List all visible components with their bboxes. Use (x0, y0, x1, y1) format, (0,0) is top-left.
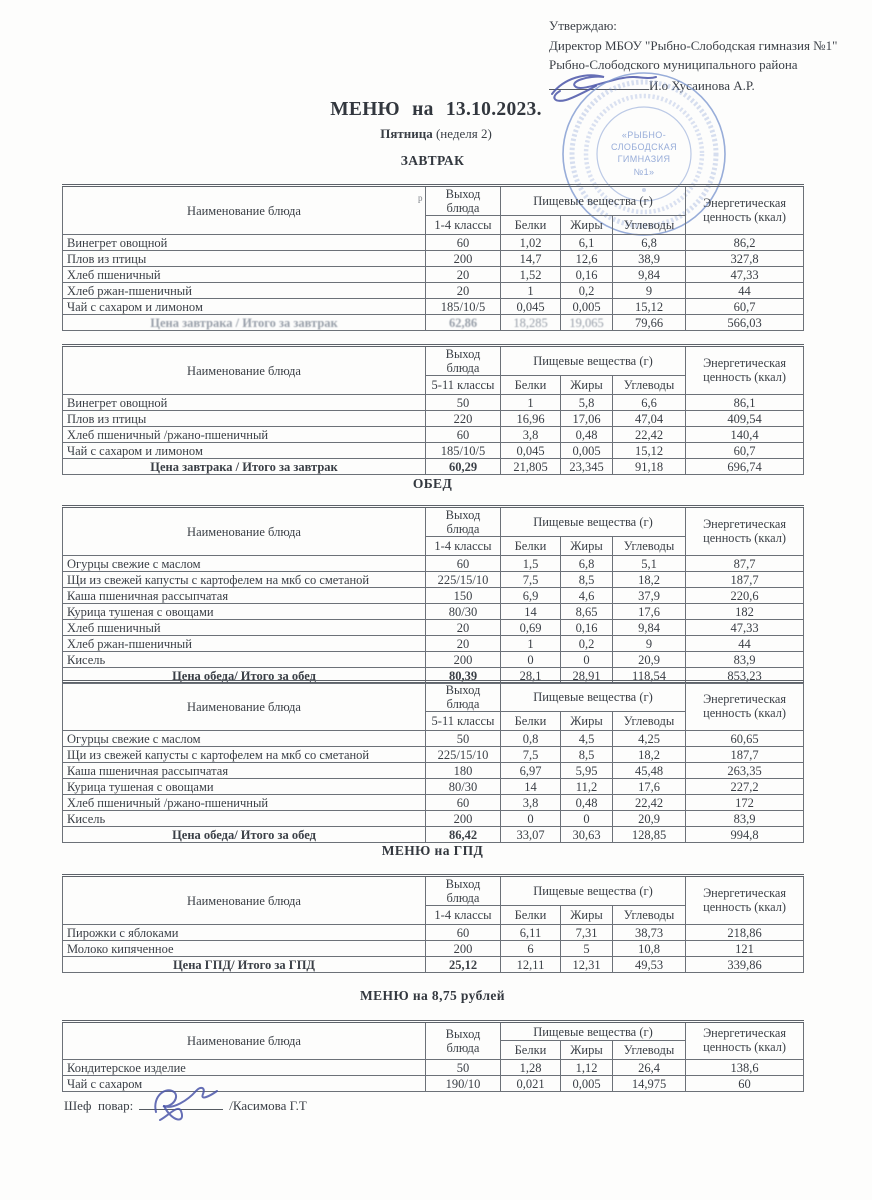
value-cell: 22,42 (613, 795, 686, 811)
dish-name-cell: Чай с сахаром и лимоном (63, 299, 426, 315)
value-cell: 0,045 (501, 443, 561, 459)
table-header (63, 682, 804, 731)
value-cell: 20 (426, 620, 501, 636)
value-cell: 11,2 (561, 779, 613, 795)
col-protein-header: Белки (501, 376, 561, 395)
menu-row (63, 747, 804, 763)
value-cell: 50 (426, 731, 501, 747)
breakfast-table-grades-5-11 (62, 344, 804, 475)
col-energy-header: Энергетическая ценность (ккал) (686, 1022, 804, 1060)
value-cell: 87,7 (686, 556, 804, 572)
value-cell: 47,33 (686, 267, 804, 283)
col-protein-header: Белки (501, 906, 561, 925)
value-cell: 0,045 (501, 299, 561, 315)
value-cell: 15,12 (613, 443, 686, 459)
value-cell: 7,5 (501, 747, 561, 763)
value-cell: 3,8 (501, 795, 561, 811)
value-cell: 83,9 (686, 652, 804, 668)
value-cell: 79,66 (613, 315, 686, 331)
scan-artifact: р (418, 193, 423, 203)
value-cell: 8,5 (561, 572, 613, 588)
value-cell: 15,12 (613, 299, 686, 315)
class-label: 1-4 классы (426, 537, 501, 556)
table-body (63, 235, 804, 331)
col-output-header: Выход блюда (426, 346, 501, 376)
value-cell: 38,73 (613, 925, 686, 941)
col-energy-header: Энергетическая ценность (ккал) (686, 507, 804, 556)
value-cell: 50 (426, 395, 501, 411)
section-title-gpd: МЕНЮ на ГПД (381, 843, 484, 858)
value-cell: 83,9 (686, 811, 804, 827)
value-cell: 200 (426, 251, 501, 267)
class-label: 1-4 классы (426, 216, 501, 235)
table-header (63, 876, 804, 925)
menu-row (63, 779, 804, 795)
dish-name-cell: Огурцы свежие с маслом (63, 556, 426, 572)
value-cell: 1 (501, 395, 561, 411)
value-cell: 45,48 (613, 763, 686, 779)
value-cell: 853,23 (686, 668, 804, 684)
value-cell: 20,9 (613, 652, 686, 668)
value-cell: 6,8 (613, 235, 686, 251)
dish-name-cell: Щи из свежей капусты с картофелем на мкб со сметаной (63, 747, 426, 763)
value-cell: 185/10/5 (426, 443, 501, 459)
value-cell: 80,39 (426, 668, 501, 684)
value-cell: 0,005 (561, 299, 613, 315)
value-cell: 6,97 (501, 763, 561, 779)
value-cell: 5,8 (561, 395, 613, 411)
total-row (63, 315, 804, 331)
value-cell: 0,2 (561, 283, 613, 299)
value-cell: 4,25 (613, 731, 686, 747)
col-nutrients-header: Пищевые вещества (г) (501, 346, 686, 376)
dish-name-cell: Каша пшеничная рассыпчатая (63, 588, 426, 604)
value-cell: 225/15/10 (426, 572, 501, 588)
value-cell: 0 (561, 811, 613, 827)
chef-name: /Касимова Г.Т (229, 1098, 307, 1113)
stamp-text-line-3: ГИМНАЗИЯ (617, 154, 671, 164)
value-cell: 18,285 (501, 315, 561, 331)
value-cell: 150 (426, 588, 501, 604)
value-cell: 8,65 (561, 604, 613, 620)
value-cell: 6,11 (501, 925, 561, 941)
value-cell: 86,1 (686, 395, 804, 411)
value-cell: 0,005 (561, 1076, 613, 1092)
col-dish-header: Наименование блюда (63, 507, 426, 556)
col-fat-header: Жиры (561, 376, 613, 395)
col-output-header: Выход блюда (426, 876, 501, 906)
dish-name-cell: Кондитерское изделие (63, 1060, 426, 1076)
menu-title: МЕНЮ на 13.10.2023. (330, 99, 542, 120)
value-cell: 566,03 (686, 315, 804, 331)
table-body (63, 925, 804, 973)
value-cell: 60 (426, 925, 501, 941)
value-cell: 5,95 (561, 763, 613, 779)
value-cell: 696,74 (686, 459, 804, 475)
stamp-text-line-1: «РЫБНО- (621, 130, 667, 140)
menu-row (63, 620, 804, 636)
value-cell: 91,18 (613, 459, 686, 475)
dish-name-cell: Кисель (63, 811, 426, 827)
col-output-header: Выход блюда (426, 186, 501, 216)
menu-row (63, 941, 804, 957)
value-cell: 19,065 (561, 315, 613, 331)
dish-name-cell: Курица тушеная с овощами (63, 779, 426, 795)
col-energy-header: Энергетическая ценность (ккал) (686, 186, 804, 235)
value-cell: 0,8 (501, 731, 561, 747)
value-cell: 0,16 (561, 620, 613, 636)
menu-row (63, 443, 804, 459)
value-cell: 9,84 (613, 620, 686, 636)
value-cell: 20,9 (613, 811, 686, 827)
value-cell: 0 (501, 811, 561, 827)
value-cell: 80/30 (426, 604, 501, 620)
value-cell: 140,4 (686, 427, 804, 443)
col-fat-header: Жиры (561, 1041, 613, 1060)
dish-name-cell: Винегрет овощной (63, 235, 426, 251)
value-cell: 185/10/5 (426, 299, 501, 315)
value-cell: 14 (501, 604, 561, 620)
col-output-header: Выход блюда (426, 1022, 501, 1060)
dish-name-cell: Кисель (63, 652, 426, 668)
dish-name-cell: Цена обеда/ Итого за обед (63, 827, 426, 843)
menu-row (63, 1060, 804, 1076)
value-cell: 44 (686, 636, 804, 652)
col-protein-header: Белки (501, 537, 561, 556)
value-cell: 47,33 (686, 620, 804, 636)
approval-line-2: Директор МБОУ "Рыбно-Слободская гимназия №1" (549, 37, 838, 53)
col-energy-header: Энергетическая ценность (ккал) (686, 876, 804, 925)
col-nutrients-header: Пищевые вещества (г) (501, 186, 686, 216)
col-fat-header: Жиры (561, 712, 613, 731)
value-cell: 6,8 (561, 556, 613, 572)
dish-name-cell: Цена завтрака / Итого за завтрак (63, 459, 426, 475)
col-nutrients-header: Пищевые вещества (г) (501, 876, 686, 906)
value-cell: 30,63 (561, 827, 613, 843)
value-cell: 21,805 (501, 459, 561, 475)
value-cell: 18,2 (613, 572, 686, 588)
value-cell: 180 (426, 763, 501, 779)
stamp-text-line-2: СЛОБОДСКАЯ (610, 142, 678, 152)
value-cell: 187,7 (686, 572, 804, 588)
value-cell: 9 (613, 283, 686, 299)
value-cell: 1,12 (561, 1060, 613, 1076)
dish-name-cell: Чай с сахаром (63, 1076, 426, 1092)
value-cell: 118,54 (613, 668, 686, 684)
col-carbs-header: Углеводы (613, 906, 686, 925)
table-body (63, 731, 804, 843)
value-cell: 16,96 (501, 411, 561, 427)
col-nutrients-header: Пищевые вещества (г) (501, 507, 686, 537)
table-body (63, 556, 804, 684)
gpd-table (62, 874, 804, 973)
value-cell: 6 (501, 941, 561, 957)
value-cell: 1,52 (501, 267, 561, 283)
col-dish-header: Наименование блюда (63, 346, 426, 395)
value-cell: 60,29 (426, 459, 501, 475)
menu-row (63, 267, 804, 283)
menu-row (63, 636, 804, 652)
value-cell: 17,6 (613, 604, 686, 620)
value-cell: 200 (426, 811, 501, 827)
table-header (63, 507, 804, 556)
col-energy-header: Энергетическая ценность (ккал) (686, 682, 804, 731)
chef-signature (140, 1078, 250, 1130)
value-cell: 22,42 (613, 427, 686, 443)
dish-name-cell: Хлеб пшеничный /ржано-пшеничный (63, 427, 426, 443)
value-cell: 9,84 (613, 267, 686, 283)
col-fat-header: Жиры (561, 216, 613, 235)
value-cell: 200 (426, 652, 501, 668)
dish-name-cell: Хлеб пшеничный (63, 620, 426, 636)
table-header (63, 186, 804, 235)
value-cell: 263,35 (686, 763, 804, 779)
col-output-header: Выход блюда (426, 682, 501, 712)
weekday-label: Пятница (380, 126, 433, 141)
value-cell: 1 (501, 283, 561, 299)
class-label: 1-4 классы (426, 906, 501, 925)
menu-subtitle (0, 126, 872, 142)
value-cell: 60,7 (686, 443, 804, 459)
breakfast-table-grades-1-4 (62, 184, 804, 331)
value-cell: 327,8 (686, 251, 804, 267)
col-output-header: Выход блюда (426, 507, 501, 537)
col-carbs-header: Углеводы (613, 537, 686, 556)
value-cell: 23,345 (561, 459, 613, 475)
value-cell: 8,5 (561, 747, 613, 763)
menu-row (63, 572, 804, 588)
menu-row (63, 588, 804, 604)
value-cell: 5 (561, 941, 613, 957)
dish-name-cell: Хлеб ржан-пшеничный (63, 283, 426, 299)
value-cell: 6,6 (613, 395, 686, 411)
value-cell: 4,5 (561, 731, 613, 747)
col-energy-header: Энергетическая ценность (ккал) (686, 346, 804, 395)
value-cell: 60 (686, 1076, 804, 1092)
dish-name-cell: Цена обеда/ Итого за обед (63, 668, 426, 684)
dish-name-cell: Хлеб пшеничный (63, 267, 426, 283)
value-cell: 62,86 (426, 315, 501, 331)
value-cell: 1,5 (501, 556, 561, 572)
value-cell: 26,4 (613, 1060, 686, 1076)
value-cell: 220,6 (686, 588, 804, 604)
value-cell: 47,04 (613, 411, 686, 427)
col-dish-header: Наименование блюда (63, 186, 426, 235)
value-cell: 0,16 (561, 267, 613, 283)
table-body (63, 395, 804, 475)
value-cell: 121 (686, 941, 804, 957)
dish-name-cell: Хлеб ржан-пшеничный (63, 636, 426, 652)
section-title-875-rub: МЕНЮ на 8,75 рублей (360, 988, 505, 1003)
col-dish-header: Наименование блюда (63, 876, 426, 925)
approval-line-3: Рыбно-Слободского муниципального района (549, 57, 798, 72)
value-cell: 0,69 (501, 620, 561, 636)
value-cell: 20 (426, 636, 501, 652)
col-carbs-header: Углеводы (613, 1041, 686, 1060)
dish-name-cell: Цена завтрака / Итого за завтрак (63, 315, 426, 331)
value-cell: 18,2 (613, 747, 686, 763)
dish-name-cell: Плов из птицы (63, 251, 426, 267)
menu-row (63, 283, 804, 299)
approval-line-1: Утверждаю: (549, 18, 617, 33)
value-cell: 1,28 (501, 1060, 561, 1076)
value-cell: 3,8 (501, 427, 561, 443)
value-cell: 409,54 (686, 411, 804, 427)
approval-signer: И.о Хусаинова А.Р. (649, 77, 755, 93)
col-carbs-header: Углеводы (613, 216, 686, 235)
value-cell: 1 (501, 636, 561, 652)
value-cell: 4,6 (561, 588, 613, 604)
value-cell: 128,85 (613, 827, 686, 843)
menu-row (63, 235, 804, 251)
menu-row (63, 811, 804, 827)
value-cell: 60,65 (686, 731, 804, 747)
value-cell: 182 (686, 604, 804, 620)
value-cell: 7,31 (561, 925, 613, 941)
value-cell: 33,07 (501, 827, 561, 843)
menu-row (63, 652, 804, 668)
value-cell: 0,2 (561, 636, 613, 652)
lunch-table-grades-5-11 (62, 680, 804, 843)
value-cell: 0,021 (501, 1076, 561, 1092)
value-cell: 86,42 (426, 827, 501, 843)
week-note: (неделя 2) (435, 126, 492, 141)
dish-name-cell: Хлеб пшеничный /ржано-пшеничный (63, 795, 426, 811)
total-row (63, 957, 804, 973)
value-cell: 14,7 (501, 251, 561, 267)
value-cell: 6,9 (501, 588, 561, 604)
value-cell: 60 (426, 427, 501, 443)
value-cell: 1,02 (501, 235, 561, 251)
value-cell: 37,9 (613, 588, 686, 604)
value-cell: 227,2 (686, 779, 804, 795)
value-cell: 12,11 (501, 957, 561, 973)
class-label: 5-11 классы (426, 376, 501, 395)
col-carbs-header: Углеводы (613, 712, 686, 731)
col-fat-header: Жиры (561, 537, 613, 556)
value-cell: 220 (426, 411, 501, 427)
value-cell: 49,53 (613, 957, 686, 973)
menu-row (63, 763, 804, 779)
menu-row (63, 411, 804, 427)
dish-name-cell: Курица тушеная с овощами (63, 604, 426, 620)
dish-name-cell: Щи из свежей капусты с картофелем на мкб со сметаной (63, 572, 426, 588)
value-cell: 218,86 (686, 925, 804, 941)
value-cell: 38,9 (613, 251, 686, 267)
total-row (63, 827, 804, 843)
value-cell: 25,12 (426, 957, 501, 973)
value-cell: 0,48 (561, 795, 613, 811)
value-cell: 50 (426, 1060, 501, 1076)
col-protein-header: Белки (501, 712, 561, 731)
value-cell: 60,7 (686, 299, 804, 315)
col-carbs-header: Углеводы (613, 376, 686, 395)
dish-name-cell: Каша пшеничная рассыпчатая (63, 763, 426, 779)
value-cell: 7,5 (501, 572, 561, 588)
value-cell: 60 (426, 235, 501, 251)
value-cell: 339,86 (686, 957, 804, 973)
section-title-breakfast: ЗАВТРАК (400, 153, 465, 168)
value-cell: 0 (561, 652, 613, 668)
col-protein-header: Белки (501, 1041, 561, 1060)
value-cell: 0,48 (561, 427, 613, 443)
col-nutrients-header: Пищевые вещества (г) (501, 1022, 686, 1041)
value-cell: 9 (613, 636, 686, 652)
chef-label: Шеф повар: (64, 1098, 134, 1113)
lunch-table-grades-1-4 (62, 505, 804, 684)
value-cell: 6,1 (561, 235, 613, 251)
menu-row (63, 731, 804, 747)
menu-row (63, 604, 804, 620)
section-title-lunch: ОБЕД (412, 476, 453, 491)
dish-name-cell: Винегрет овощной (63, 395, 426, 411)
value-cell: 0 (501, 652, 561, 668)
value-cell: 0,005 (561, 443, 613, 459)
value-cell: 44 (686, 283, 804, 299)
value-cell: 12,6 (561, 251, 613, 267)
col-fat-header: Жиры (561, 906, 613, 925)
value-cell: 190/10 (426, 1076, 501, 1092)
signature-tail (160, 1106, 182, 1120)
value-cell: 28,1 (501, 668, 561, 684)
value-cell: 5,1 (613, 556, 686, 572)
col-nutrients-header: Пищевые вещества (г) (501, 682, 686, 712)
col-protein-header: Белки (501, 216, 561, 235)
value-cell: 86,2 (686, 235, 804, 251)
value-cell: 994,8 (686, 827, 804, 843)
menu-row (63, 556, 804, 572)
value-cell: 80/30 (426, 779, 501, 795)
stamp-text-line-4: №1» (633, 167, 655, 177)
menu-row (63, 925, 804, 941)
value-cell: 12,31 (561, 957, 613, 973)
table-header (63, 346, 804, 395)
dish-name-cell: Молоко кипяченное (63, 941, 426, 957)
dish-name-cell: Чай с сахаром и лимоном (63, 443, 426, 459)
col-dish-header: Наименование блюда (63, 682, 426, 731)
dish-name-cell: Пирожки с яблоками (63, 925, 426, 941)
dish-name-cell: Огурцы свежие с маслом (63, 731, 426, 747)
menu-row (63, 795, 804, 811)
total-row (63, 459, 804, 475)
table-header (63, 1022, 804, 1060)
menu-row (63, 299, 804, 315)
value-cell: 200 (426, 941, 501, 957)
col-dish-header: Наименование блюда (63, 1022, 426, 1060)
value-cell: 17,06 (561, 411, 613, 427)
menu-row (63, 427, 804, 443)
value-cell: 17,6 (613, 779, 686, 795)
value-cell: 138,6 (686, 1060, 804, 1076)
value-cell: 172 (686, 795, 804, 811)
value-cell: 60 (426, 795, 501, 811)
value-cell: 14 (501, 779, 561, 795)
value-cell: 20 (426, 283, 501, 299)
value-cell: 20 (426, 267, 501, 283)
value-cell: 10,8 (613, 941, 686, 957)
dish-name-cell: Плов из птицы (63, 411, 426, 427)
value-cell: 225/15/10 (426, 747, 501, 763)
menu-row (63, 395, 804, 411)
dish-name-cell: Цена ГПД/ Итого за ГПД (63, 957, 426, 973)
value-cell: 14,975 (613, 1076, 686, 1092)
class-label: 5-11 классы (426, 712, 501, 731)
value-cell: 60 (426, 556, 501, 572)
menu-row (63, 251, 804, 267)
value-cell: 187,7 (686, 747, 804, 763)
value-cell: 28,91 (561, 668, 613, 684)
